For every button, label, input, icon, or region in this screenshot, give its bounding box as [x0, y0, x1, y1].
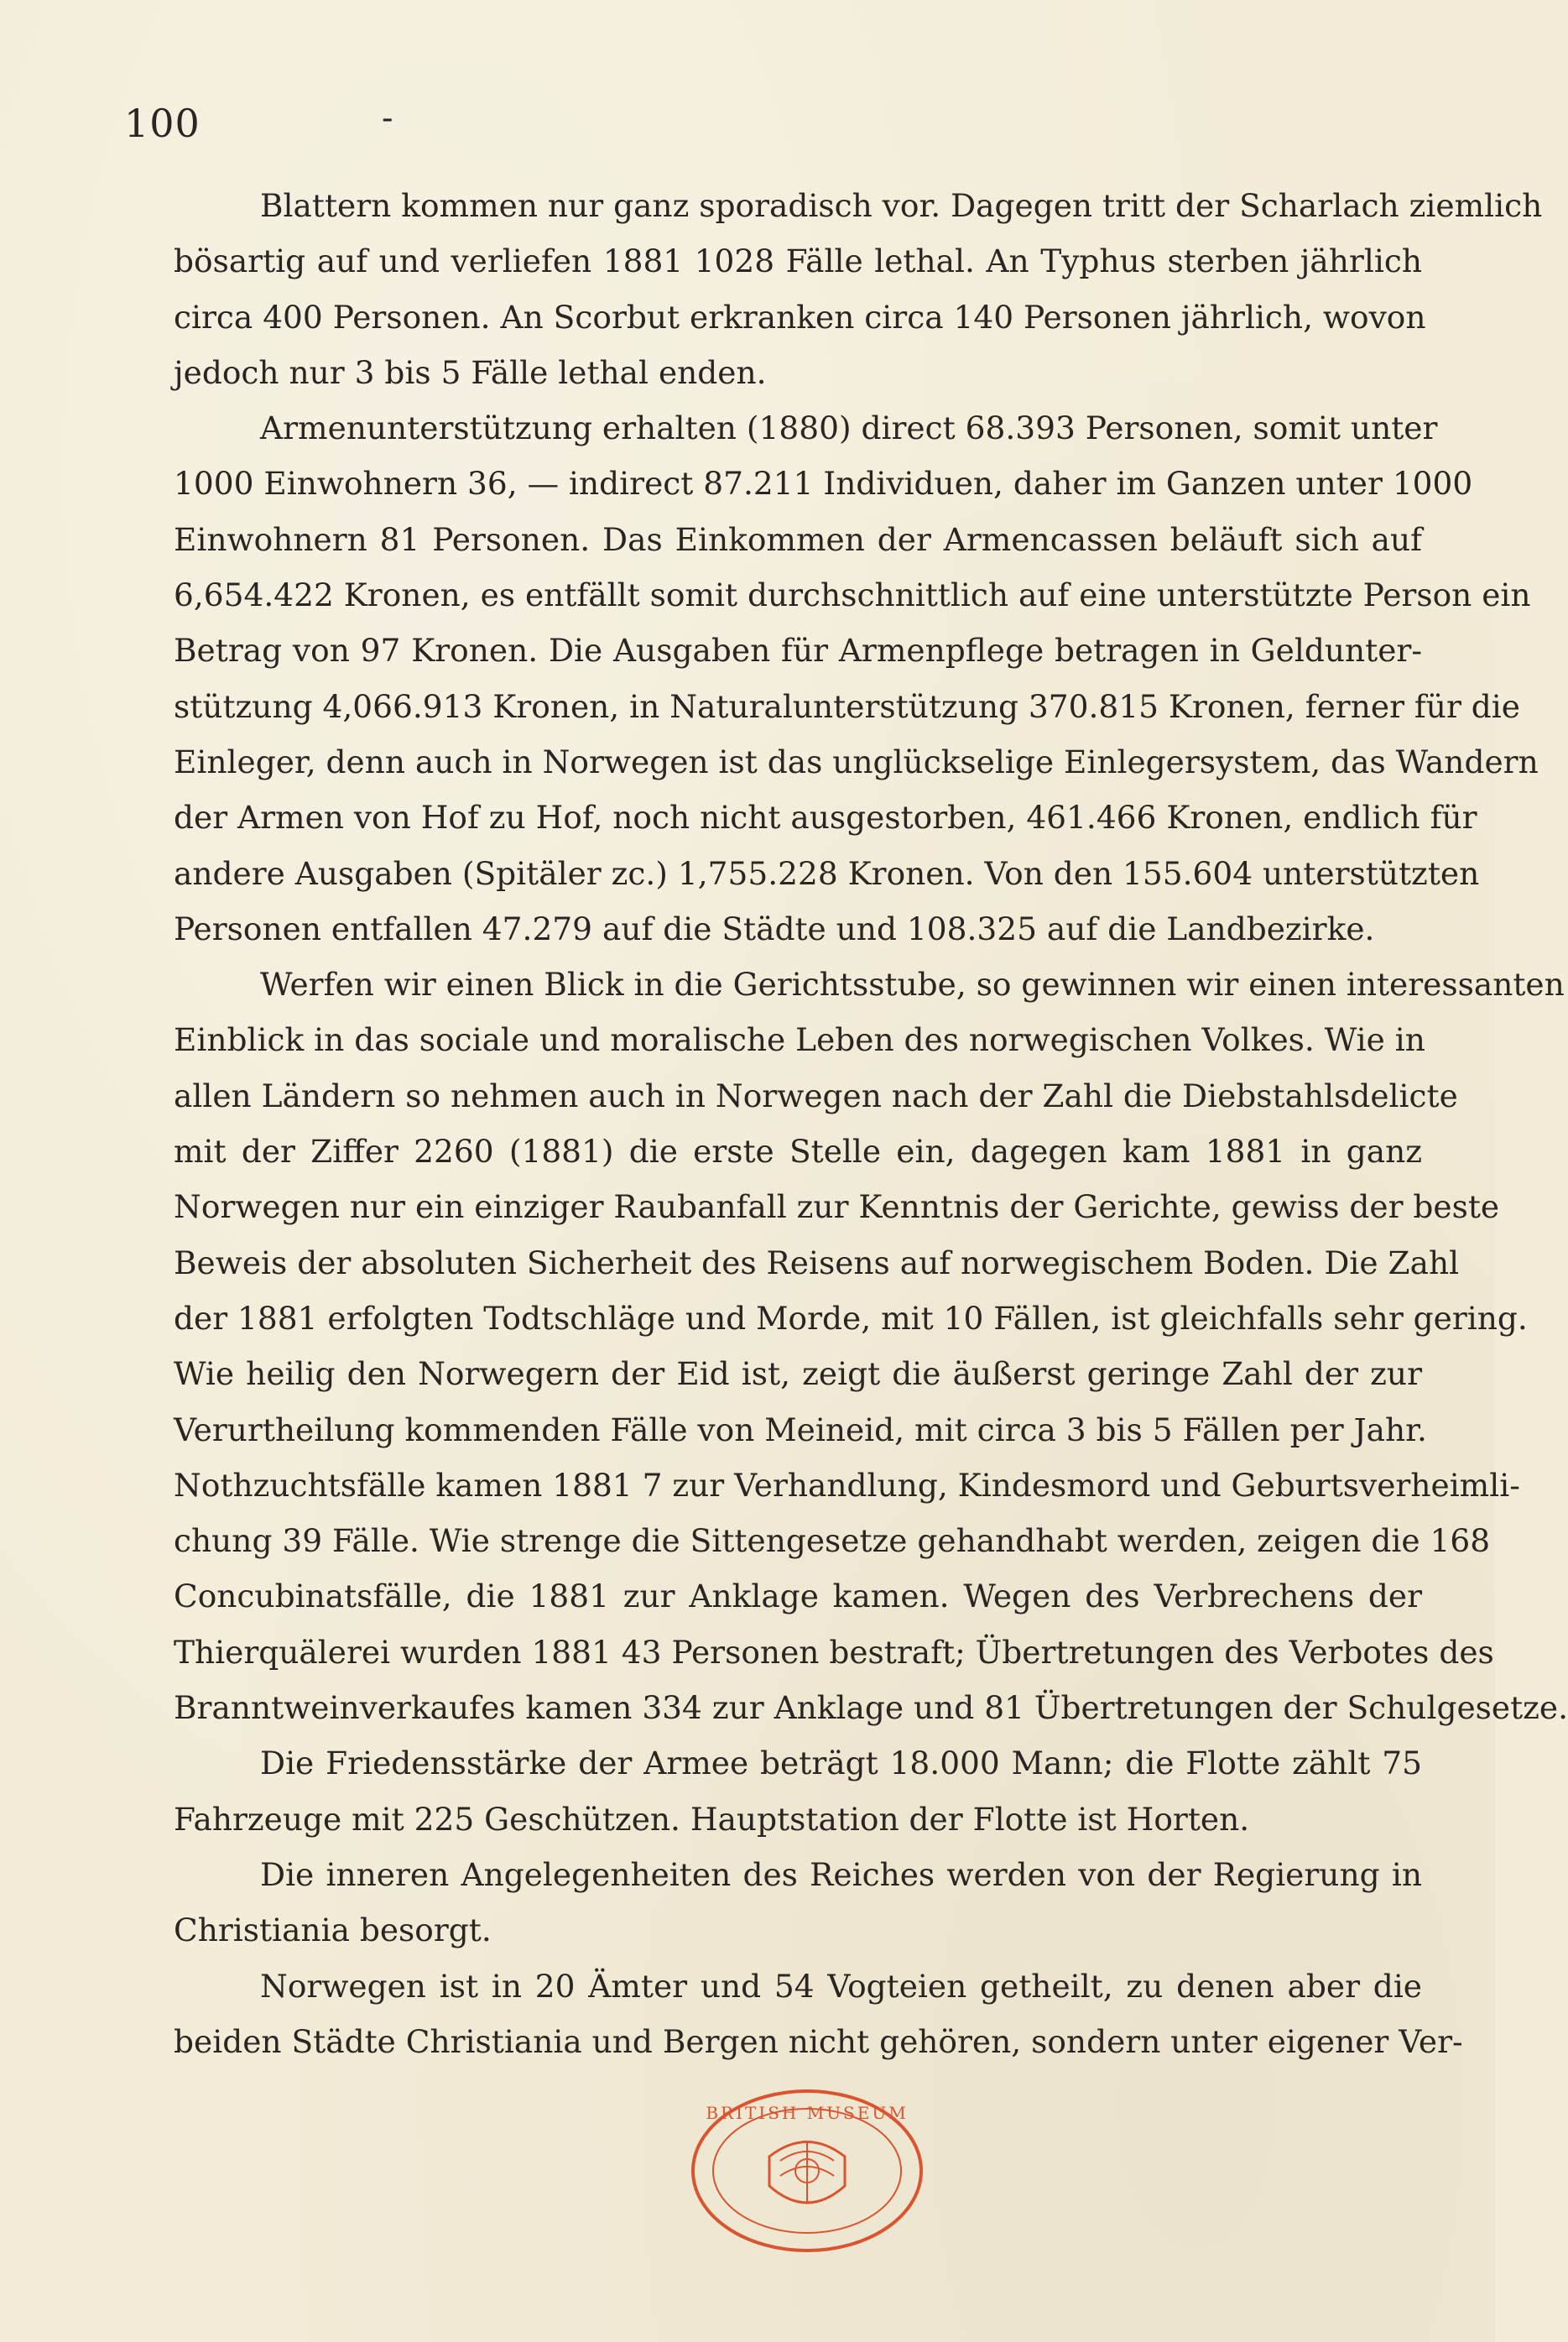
- text-line: Nothzuchtsfälle kamen 1881 7 zur Verhandlung, Kindesmord und Geburtsverheimli-: [174, 1466, 1520, 1504]
- text-line: mit der Ziffer 2260 (1881) die erste Stelle ein, dagegen kam 1881 in ganz: [174, 1133, 1422, 1171]
- text-line: circa 400 Personen. An Scorbut erkranken circa 140 Personen jährlich, wovon: [174, 298, 1426, 336]
- text-line: der Armen von Hof zu Hof, noch nicht ausgestorben, 461.466 Kronen, endlich für: [174, 799, 1477, 837]
- text-line: Branntweinverkaufes kamen 334 zur Anklage und 81 Übertretungen der Schulgesetze.: [174, 1689, 1568, 1727]
- text-line: Norwegen nur ein einziger Raubanfall zur Kenntnis der Gerichte, gewiss der beste: [174, 1188, 1500, 1226]
- text-line: Werfen wir einen Blick in die Gerichtsstube, so gewinnen wir einen interessanten: [260, 966, 1565, 1004]
- text-line: Thierquälerei wurden 1881 43 Personen bestraft; Übertretungen des Verbotes des: [174, 1633, 1494, 1671]
- text-line: Einleger, denn auch in Norwegen ist das unglückselige Einlegersystem, das Wandern: [174, 743, 1539, 780]
- stamp-text: BRITISH MUSEUM: [706, 2103, 909, 2123]
- paragraph: [174, 1959, 1463, 2070]
- text-line: Betrag von 97 Kronen. Die Ausgaben für Armenpflege betragen in Geldunter-: [174, 632, 1422, 670]
- text-line: Einwohnern 81 Personen. Das Einkommen der Armencassen beläuft sich auf: [174, 520, 1422, 558]
- text-line: beiden Städte Christiania und Bergen nicht gehören, sondern unter eigener Ver-: [174, 2022, 1463, 2060]
- paragraph: [174, 957, 1568, 1735]
- text-line: Armenunterstützung erhalten (1880) direct 68.393 Personen, somit unter: [260, 409, 1438, 447]
- text-line: allen Ländern so nehmen auch in Norwegen nach der Zahl die Diebstahlsdelicte: [174, 1077, 1458, 1114]
- text-line: chung 39 Fälle. Wie strenge die Sittengesetze gehandhabt werden, zeigen die 168: [174, 1522, 1491, 1560]
- paragraph: [174, 400, 1539, 957]
- page-mark: -: [382, 99, 393, 138]
- text-line: Blattern kommen nur ganz sporadisch vor. Dagegen tritt der Scharlach ziemlich: [260, 187, 1543, 224]
- paragraph: [174, 178, 1543, 400]
- text-line: 1000 Einwohnern 36, — indirect 87.211 Individuen, daher im Ganzen unter 1000: [174, 465, 1473, 503]
- text-line: Christiania besorgt.: [174, 1912, 492, 1949]
- text-line: jedoch nur 3 bis 5 Fälle lethal enden.: [174, 353, 767, 391]
- paragraph: [174, 1847, 1422, 1959]
- text-line: der 1881 erfolgten Todtschläge und Morde, mit 10 Fällen, ist gleichfalls sehr gering.: [174, 1299, 1528, 1337]
- text-line: Die inneren Angelegenheiten des Reiches werden von der Regierung in: [260, 1855, 1422, 1893]
- text-line: Personen entfallen 47.279 auf die Städte und 108.325 auf die Landbezirke.: [174, 910, 1375, 947]
- text-line: Verurtheilung kommenden Fälle von Meineid, mit circa 3 bis 5 Fällen per Jahr.: [174, 1411, 1427, 1448]
- text-line: andere Ausgaben (Spitäler zc.) 1,755.228 Kronen. Von den 155.604 unterstützten: [174, 854, 1480, 892]
- text-line: stützung 4,066.913 Kronen, in Naturalunterstützung 370.815 Kronen, ferner für die: [174, 687, 1520, 725]
- text-line: 6,654.422 Kronen, es entfällt somit durchschnittlich auf eine unterstützte Person ein: [174, 576, 1531, 614]
- library-stamp: [681, 2077, 933, 2261]
- text-line: bösartig auf und verliefen 1881 1028 Fälle lethal. An Typhus sterben jährlich: [174, 243, 1422, 280]
- text-line: Einblick in das sociale und moralische Leben des norwegischen Volkes. Wie in: [174, 1021, 1425, 1059]
- text-line: Wie heilig den Norwegern der Eid ist, zeigt die äußerst geringe Zahl der zur: [174, 1355, 1422, 1393]
- body-text: [174, 178, 1568, 2069]
- paragraph: [174, 1735, 1422, 1847]
- text-line: Concubinatsfälle, die 1881 zur Anklage kamen. Wegen des Verbrechens der: [174, 1578, 1422, 1615]
- text-line: Beweis der absoluten Sicherheit des Reisens auf norwegischem Boden. Die Zahl: [174, 1244, 1460, 1281]
- text-line: Fahrzeuge mit 225 Geschützen. Hauptstation der Flotte ist Horten.: [174, 1800, 1250, 1838]
- text-line: Norwegen ist in 20 Ämter und 54 Vogteien getheilt, zu denen aber die: [260, 1967, 1422, 2005]
- text-line: Die Friedensstärke der Armee beträgt 18.000 Mann; die Flotte zählt 75: [260, 1745, 1422, 1782]
- page-number: 100: [124, 101, 201, 146]
